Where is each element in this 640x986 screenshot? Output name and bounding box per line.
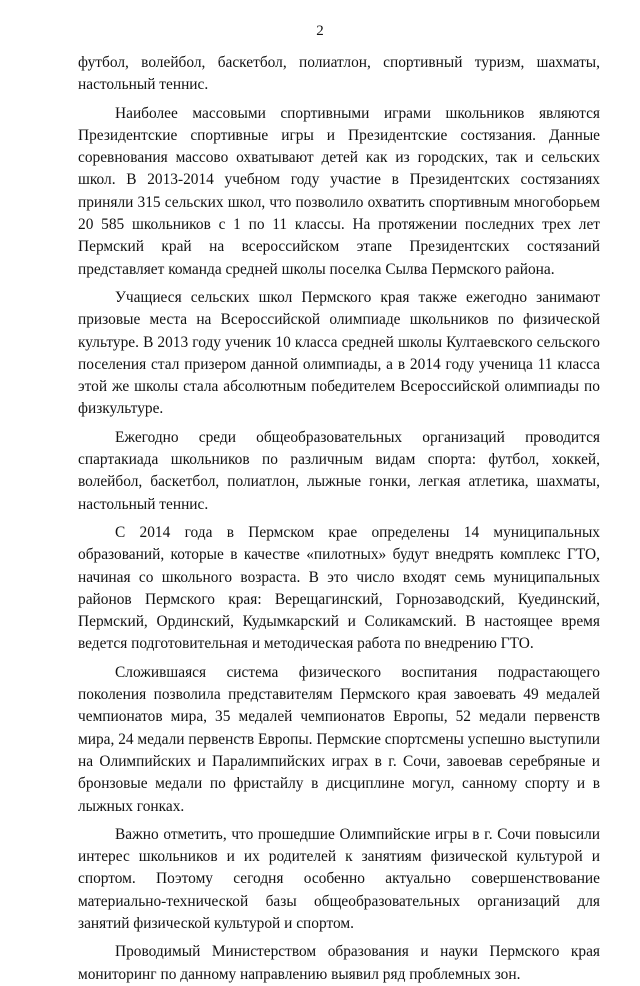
paragraph-olympiad: Учащиеся сельских школ Пермского края также ежегодно занимают призовые места на Всероссийской олимпиаде школьников по физической культуре. В 2013 году ученик 10 класса средней школы Култаевского сельского поселения стал призером данной олимпиады, а в 2014 году ученица 11 класса этой же школы стала абсолютным победителем Всероссийской олимпиады по физкультуре.	[78, 288, 600, 418]
paragraph-medals: Сложившаяся система физического воспитания подрастающего поколения позволила представителям Пермского края завоевать 49 медалей чемпионатов мира, 35 медалей чемпионатов Европы, 52 медали первенств мира, 24 медали первенств Европы. Пермские спортсмены успешно выступили на Олимпийских и Паралимпийских играх в г. Сочи, завоевав серебряные и бронзовые медали по фристайлу в дисциплине могул, санному спорту и в лыжных гонках.	[78, 663, 601, 815]
paragraph-monitoring: Проводимый Министерством образования и науки Пермского края мониторинг по данному направлению выявил ряд проблемных зон.	[78, 943, 600, 983]
paragraph-spartakiad: Ежегодно среди общеобразовательных организаций проводится спартакиада школьников по различным видам спорта: футбол, хоккей, волейбол, баскетбол, полиатлон, лыжные гонки, легкая атлетика, шахматы, настольный теннис.	[78, 428, 600, 513]
paragraph-sochi-interest: Важно отметить, что прошедшие Олимпийские игры в г. Сочи повысили интерес школьников и их родителей к занятиям физической культурой и спортом. Поэтому сегодня особенно актуально совершенствование материально-технической базы общеобразовательных организаций для занятий физической культурой и спортом.	[78, 825, 600, 932]
page-number: 2	[316, 23, 324, 39]
paragraph-gto: С 2014 года в Пермском крае определены 14 муниципальных образований, которые в качестве «пилотных» будут внедрять комплекс ГТО, начиная со школьного возраста. В это число входят семь муниципальных районов Пермского края: Верещагинский, Горнозаводский, Куединский, Пермский, Ординский, Кудымкарский и Соликамский. В настоящее время ведется подготовительная и методическая работа по внедрению ГТО.	[78, 523, 600, 653]
paragraph-continuation: футбол, волейбол, баскетбол, полиатлон, спортивный туризм, шахматы, настольный теннис.	[78, 54, 600, 94]
document-body	[78, 52, 600, 986]
paragraph-presidential-games: Наиболее массовыми спортивными играми школьников являются Президентские спортивные игры и Президентские состязания. Данные соревнования массово охватывают детей как из городских, так и сельских школ. В 2013-2014 учебном году участие в Президентских состязаниях приняли 315 сельских школ, что позволило охватить спортивным многоборьем 20 585 школьников с 1 по 11 классы. На протяжении последних трех лет Пермский край на всероссийском этапе Президентских состязаний представляет команда средней школы поселка Сылва Пермского района.	[78, 104, 600, 278]
